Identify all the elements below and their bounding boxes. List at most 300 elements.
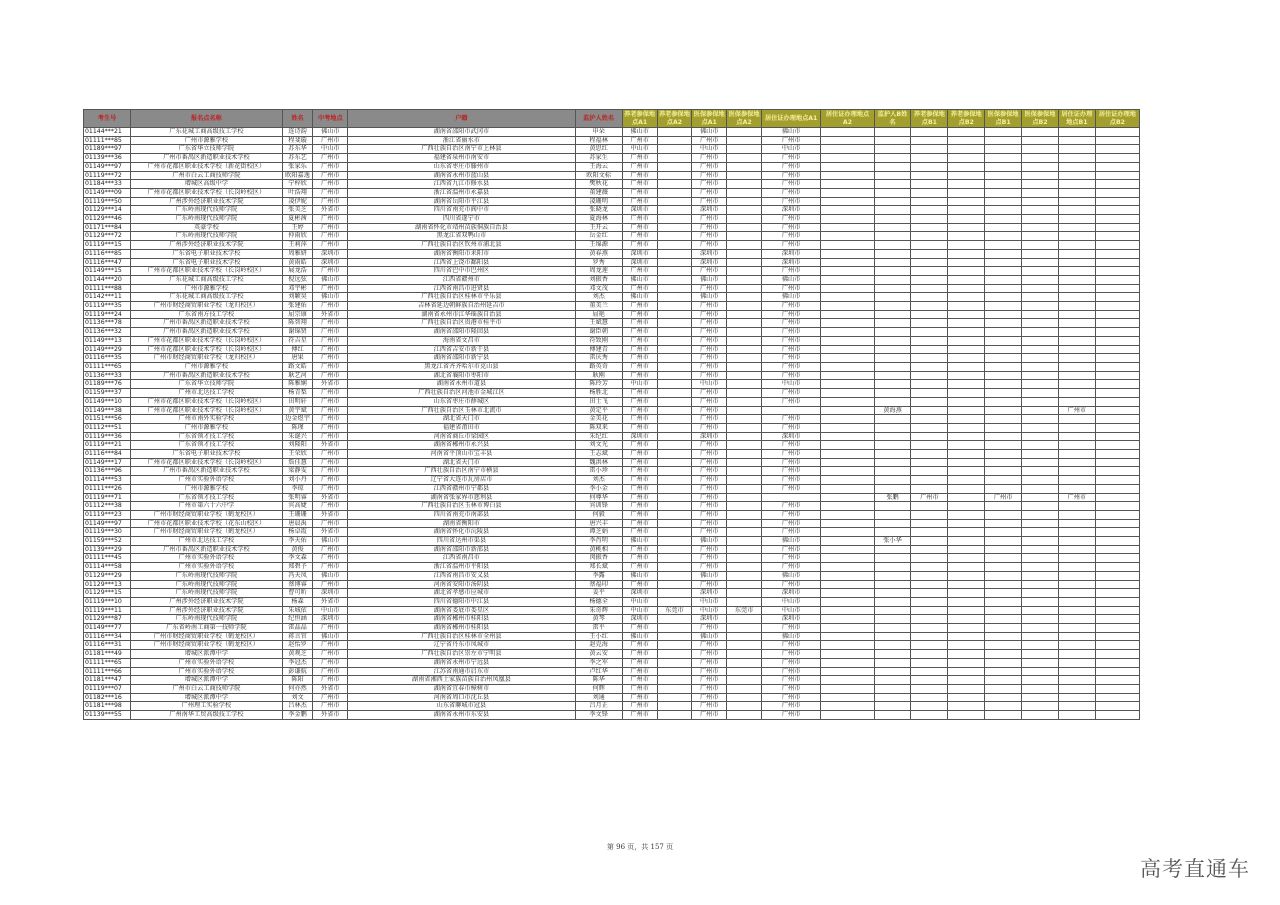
cell-name: 李文森 [282, 554, 313, 563]
cell-medical-a1: 深圳市 [692, 206, 727, 215]
cell-residence-a2 [821, 476, 874, 485]
cell-exam-place: 外省市 [313, 597, 348, 606]
table-body [84, 128, 1140, 720]
table-header-row [84, 110, 1140, 128]
cell-exam-no: 01136***96 [84, 467, 131, 476]
cell-medical-a1: 广州市 [692, 667, 727, 676]
cell-pension-b2 [948, 476, 985, 485]
cell-pension-b2 [948, 676, 985, 685]
cell-exam-no: 01111***88 [84, 284, 131, 293]
cell-medical-a1: 广州市 [692, 241, 727, 250]
cell-pension-a1: 广州市 [622, 328, 657, 337]
cell-residence-a1: 中山市 [761, 380, 820, 389]
cell-pension-b1 [911, 406, 948, 415]
cell-guardian-b: 张小华 [874, 537, 911, 546]
cell-pension-b1 [911, 328, 948, 337]
cell-guardian: 岳金红 [575, 232, 622, 241]
cell-exam-no: 01119***11 [84, 606, 131, 615]
cell-pension-b1 [911, 597, 948, 606]
cell-exam-place: 广州市 [313, 458, 348, 467]
cell-medical-b2 [1022, 310, 1059, 319]
cell-exam-no: 01119***36 [84, 432, 131, 441]
cell-residence-a2 [821, 589, 874, 598]
cell-pension-b2 [948, 450, 985, 459]
cell-medical-b2 [1022, 215, 1059, 224]
cell-guardian-b [874, 702, 911, 711]
cell-medical-b2 [1022, 362, 1059, 371]
cell-pension-b1 [911, 319, 948, 328]
table-row [84, 258, 1140, 267]
cell-name: 赵怡罗 [282, 641, 313, 650]
cell-residence-b2 [1095, 545, 1139, 554]
cell-pension-b1 [911, 711, 948, 720]
cell-guardian: 唐兴丰 [575, 519, 622, 528]
cell-medical-b2 [1022, 232, 1059, 241]
cell-exam-place: 佛山市 [313, 571, 348, 580]
cell-pension-a2 [657, 258, 692, 267]
cell-school: 广州市花都区职业技术学校（长岗岭校区） [131, 397, 283, 406]
cell-pension-a1: 广州市 [622, 685, 657, 694]
cell-pension-b2 [948, 624, 985, 633]
cell-residence-b2 [1095, 563, 1139, 572]
cell-pension-a1: 中山市 [622, 597, 657, 606]
cell-pension-b1 [911, 693, 948, 702]
cell-residence-b1 [1058, 571, 1095, 580]
cell-medical-a2 [727, 528, 762, 537]
cell-school: 广东省华立技师学院 [131, 145, 283, 154]
cell-school: 增城区派潭中学 [131, 676, 283, 685]
cell-residence-a1: 广州市 [761, 441, 820, 450]
table-row [84, 397, 1140, 406]
cell-hukou: 广西壮族自治区玉林市北流市 [348, 406, 575, 415]
cell-guardian-b [874, 389, 911, 398]
cell-guardian: 何尊华 [575, 493, 622, 502]
cell-medical-b1 [985, 389, 1022, 398]
cell-name: 纪恒涵 [282, 615, 313, 624]
cell-medical-b1 [985, 423, 1022, 432]
cell-pension-b2 [948, 510, 985, 519]
cell-pension-a1: 中山市 [622, 145, 657, 154]
cell-pension-b1 [911, 302, 948, 311]
cell-medical-a2 [727, 215, 762, 224]
cell-exam-no: 01136***78 [84, 319, 131, 328]
table-row [84, 502, 1140, 511]
cell-hukou: 黑龙江省双鸭山市 [348, 232, 575, 241]
cell-name: 宁梓欣 [282, 180, 313, 189]
cell-residence-b2 [1095, 197, 1139, 206]
cell-residence-a1: 广州市 [761, 641, 820, 650]
cell-residence-b2 [1095, 510, 1139, 519]
cell-pension-b1 [911, 162, 948, 171]
cell-hukou: 湖北省孝感市应城市 [348, 589, 575, 598]
cell-residence-b1: 广州市 [1058, 406, 1095, 415]
cell-school: 广东省电子职业技术学校 [131, 258, 283, 267]
cell-guardian: 黄春燕 [575, 249, 622, 258]
header-residence-a1: 居住证办理地点A1 [761, 110, 820, 128]
cell-school: 广州市花都区职业技术学校（长岗岭校区） [131, 188, 283, 197]
cell-residence-a2 [821, 162, 874, 171]
cell-pension-a2 [657, 658, 692, 667]
table-row [84, 162, 1140, 171]
cell-hukou: 福建省莆田市 [348, 423, 575, 432]
cell-guardian-b [874, 597, 911, 606]
cell-hukou: 湖南省张家界市慈利县 [348, 493, 575, 502]
cell-exam-no: 01129***14 [84, 206, 131, 215]
cell-medical-b2 [1022, 389, 1059, 398]
cell-pension-b2 [948, 154, 985, 163]
cell-medical-b1 [985, 293, 1022, 302]
cell-school: 广州市白云工商技师学院 [131, 171, 283, 180]
cell-guardian: 夏海林 [575, 215, 622, 224]
cell-guardian-b [874, 458, 911, 467]
cell-hukou: 江西省南昌市 [348, 554, 575, 563]
cell-hukou: 广西壮族自治区玉林市博白县 [348, 502, 575, 511]
cell-hukou: 湖南省永州市蓝山县 [348, 171, 575, 180]
cell-pension-a2 [657, 615, 692, 624]
cell-medical-b2 [1022, 275, 1059, 284]
cell-residence-b2 [1095, 432, 1139, 441]
cell-pension-a1: 广州市 [622, 154, 657, 163]
cell-pension-b2 [948, 223, 985, 232]
header-guardian: 监护人姓名 [575, 110, 622, 128]
cell-medical-a2 [727, 162, 762, 171]
cell-pension-a1: 广州市 [622, 667, 657, 676]
cell-medical-a1: 广州市 [692, 171, 727, 180]
cell-pension-a2 [657, 589, 692, 598]
cell-name: 黄观芝 [282, 650, 313, 659]
cell-exam-place: 广州市 [313, 241, 348, 250]
cell-residence-b1 [1058, 589, 1095, 598]
cell-residence-b1 [1058, 267, 1095, 276]
cell-medical-a1: 广州市 [692, 545, 727, 554]
cell-name: 叶浩翔 [282, 188, 313, 197]
cell-exam-place: 广州市 [313, 432, 348, 441]
cell-name: 耿艺河 [282, 371, 313, 380]
cell-hukou: 黑龙江省齐齐哈尔市克山县 [348, 362, 575, 371]
table-row [84, 275, 1140, 284]
cell-guardian: 耿刚 [575, 371, 622, 380]
cell-pension-b2 [948, 702, 985, 711]
cell-hukou: 广西壮族自治区贵港市桂平市 [348, 319, 575, 328]
cell-residence-b1 [1058, 302, 1095, 311]
cell-medical-b1 [985, 484, 1022, 493]
cell-hukou: 湖南省永州市江华瑶族自治县 [348, 310, 575, 319]
cell-name: 傅红 [282, 345, 313, 354]
cell-medical-b1 [985, 406, 1022, 415]
cell-exam-no: 01149***09 [84, 188, 131, 197]
cell-medical-b2 [1022, 537, 1059, 546]
cell-medical-b2 [1022, 563, 1059, 572]
header-medical-a2: 医保参保地点A2 [728, 110, 760, 126]
cell-medical-b1 [985, 162, 1022, 171]
cell-pension-b2 [948, 232, 985, 241]
cell-pension-a2 [657, 510, 692, 519]
cell-exam-no: 01129***72 [84, 232, 131, 241]
cell-residence-a2 [821, 128, 874, 137]
cell-pension-a2 [657, 319, 692, 328]
cell-medical-a1: 广州市 [692, 345, 727, 354]
table-row [84, 458, 1140, 467]
cell-residence-a2 [821, 180, 874, 189]
cell-pension-a2 [657, 154, 692, 163]
cell-pension-a2 [657, 345, 692, 354]
cell-medical-a1: 广州市 [692, 580, 727, 589]
cell-pension-a2 [657, 206, 692, 215]
table-row [84, 215, 1140, 224]
cell-residence-a1: 广州市 [761, 154, 820, 163]
cell-residence-a2 [821, 241, 874, 250]
cell-pension-a1: 佛山市 [622, 293, 657, 302]
cell-hukou: 山东省枣庄市薛城区 [348, 397, 575, 406]
cell-pension-a2 [657, 432, 692, 441]
cell-guardian: 王绵源 [575, 241, 622, 250]
cell-pension-a1: 广州市 [622, 458, 657, 467]
header-residence-a2: 居住证办理地点A2 [821, 110, 874, 128]
cell-residence-b2 [1095, 658, 1139, 667]
cell-hukou: 江西省九江市修水县 [348, 180, 575, 189]
cell-exam-no: 01116***85 [84, 249, 131, 258]
cell-medical-a1: 广州市 [692, 302, 727, 311]
cell-pension-b2 [948, 693, 985, 702]
cell-pension-b1 [911, 249, 948, 258]
cell-residence-b2 [1095, 371, 1139, 380]
cell-medical-a2 [727, 502, 762, 511]
cell-guardian: 卢红华 [575, 667, 622, 676]
cell-medical-b2 [1022, 476, 1059, 485]
cell-name: 谢锦贤 [282, 328, 313, 337]
cell-guardian-b [874, 267, 911, 276]
cell-medical-a2 [727, 667, 762, 676]
cell-residence-b1 [1058, 676, 1095, 685]
cell-medical-b1 [985, 519, 1022, 528]
cell-hukou: 江苏省南通市启东市 [348, 667, 575, 676]
cell-medical-b2 [1022, 267, 1059, 276]
cell-guardian: 金美花 [575, 415, 622, 424]
cell-name: 边金煜宇 [282, 415, 313, 424]
cell-pension-b1: 广州市 [911, 493, 948, 502]
cell-pension-a2 [657, 519, 692, 528]
cell-hukou: 湖南省永州市道县 [348, 380, 575, 389]
cell-residence-b1 [1058, 650, 1095, 659]
cell-guardian: 黄云安 [575, 650, 622, 659]
cell-medical-b2 [1022, 406, 1059, 415]
cell-exam-no: 01184***33 [84, 180, 131, 189]
cell-exam-no: 01119***24 [84, 310, 131, 319]
cell-medical-b1 [985, 241, 1022, 250]
cell-residence-a2 [821, 502, 874, 511]
cell-guardian-b [874, 467, 911, 476]
cell-guardian-b [874, 615, 911, 624]
cell-residence-b2 [1095, 702, 1139, 711]
cell-pension-b1 [911, 624, 948, 633]
cell-medical-b2 [1022, 223, 1059, 232]
cell-school: 广州涉外经济职业技术学院 [131, 241, 283, 250]
cell-residence-a1: 广州市 [761, 545, 820, 554]
cell-guardian-b [874, 441, 911, 450]
cell-medical-b1 [985, 215, 1022, 224]
cell-guardian: 王小红 [575, 632, 622, 641]
cell-school: 广东省领才技工学校 [131, 432, 283, 441]
cell-school: 广州市实验外语学校 [131, 476, 283, 485]
cell-residence-a2 [821, 624, 874, 633]
cell-medical-a2 [727, 406, 762, 415]
cell-school: 广州市花都区职业技术学校（长岗岭校区） [131, 458, 283, 467]
cell-name: 陈瑾 [282, 423, 313, 432]
cell-medical-b1 [985, 171, 1022, 180]
header-medical-b1: 医保参保地点B1 [985, 110, 1022, 128]
cell-pension-b2 [948, 389, 985, 398]
cell-hukou: 江西省赣州市 [348, 275, 575, 284]
cell-name: 何亦然 [282, 685, 313, 694]
cell-medical-a2 [727, 432, 762, 441]
cell-school: 广州市财经商贸职业学校（龙归校区） [131, 302, 283, 311]
cell-medical-b2 [1022, 293, 1059, 302]
cell-medical-b1 [985, 450, 1022, 459]
cell-guardian: 樊秋花 [575, 180, 622, 189]
cell-exam-no: 01116***35 [84, 354, 131, 363]
cell-residence-b1 [1058, 615, 1095, 624]
cell-exam-place: 广州市 [313, 232, 348, 241]
cell-hukou: 湖北省天门市 [348, 458, 575, 467]
cell-medical-a2 [727, 580, 762, 589]
cell-exam-place: 广州市 [313, 389, 348, 398]
cell-hukou: 辽宁省大连市瓦房店市 [348, 476, 575, 485]
cell-name: 田明轩 [282, 397, 313, 406]
cell-residence-a2 [821, 354, 874, 363]
cell-guardian-b [874, 258, 911, 267]
cell-residence-b1 [1058, 293, 1095, 302]
cell-exam-place: 外省市 [313, 685, 348, 694]
cell-residence-b1 [1058, 362, 1095, 371]
cell-guardian-b [874, 310, 911, 319]
page-footer: 第 96 页，共 157 页 [606, 843, 674, 851]
cell-medical-b1 [985, 606, 1022, 615]
cell-pension-a1: 佛山市 [622, 571, 657, 580]
table-row [84, 362, 1140, 371]
cell-hukou: 广西壮族自治区南宁市上林县 [348, 145, 575, 154]
cell-guardian: 蔡福印 [575, 580, 622, 589]
cell-name: 符吉星 [282, 336, 313, 345]
cell-residence-a1: 广州市 [761, 241, 820, 250]
cell-exam-no: 01129***29 [84, 571, 131, 580]
table-row [84, 632, 1140, 641]
cell-name: 雷晶晶 [282, 624, 313, 633]
cell-residence-b2 [1095, 502, 1139, 511]
cell-medical-b1 [985, 632, 1022, 641]
cell-pension-b2 [948, 397, 985, 406]
cell-medical-b1 [985, 476, 1022, 485]
cell-pension-b1 [911, 258, 948, 267]
cell-residence-b2 [1095, 362, 1139, 371]
cell-medical-b1 [985, 154, 1022, 163]
cell-school: 广州市花都区职业技术学校（花东山校区） [131, 519, 283, 528]
cell-residence-a1: 佛山市 [761, 571, 820, 580]
cell-pension-b1 [911, 554, 948, 563]
cell-exam-place: 广州市 [313, 284, 348, 293]
cell-guardian-b [874, 145, 911, 154]
cell-residence-a1: 广州市 [761, 302, 820, 311]
cell-residence-a2 [821, 685, 874, 694]
cell-guardian-b [874, 484, 911, 493]
cell-pension-a1: 广州市 [622, 354, 657, 363]
cell-residence-a2 [821, 415, 874, 424]
cell-pension-a2 [657, 554, 692, 563]
cell-pension-b1 [911, 389, 948, 398]
cell-medical-b1 [985, 432, 1022, 441]
cell-exam-place: 广州市 [313, 641, 348, 650]
cell-residence-b1 [1058, 223, 1095, 232]
cell-school: 广州市财经商贸职业学校（鹤龙校区） [131, 528, 283, 537]
cell-school: 广州市财经商贸职业学校（鹤龙校区） [131, 641, 283, 650]
header-exam-place: 中考地点 [313, 110, 348, 128]
cell-hukou: 河南省周口市沈丘县 [348, 693, 575, 702]
cell-name: 苏东艺 [282, 154, 313, 163]
cell-hukou: 湖南省邵阳市隆回县 [348, 328, 575, 337]
cell-exam-place: 广州市 [313, 336, 348, 345]
cell-residence-a1: 广州市 [761, 354, 820, 363]
cell-residence-b2 [1095, 650, 1139, 659]
cell-residence-a1: 佛山市 [761, 632, 820, 641]
cell-guardian: 刘通 [575, 693, 622, 702]
cell-residence-a1: 中山市 [761, 145, 820, 154]
cell-guardian-b [874, 215, 911, 224]
cell-hukou: 海南省文昌市 [348, 336, 575, 345]
cell-guardian: 黄琴 [575, 615, 622, 624]
cell-school: 广州市源雅学校 [131, 423, 283, 432]
cell-medical-a1: 广州市 [692, 554, 727, 563]
table-row [84, 624, 1140, 633]
cell-exam-place: 外省市 [313, 380, 348, 389]
table-row [84, 641, 1140, 650]
cell-medical-a2 [727, 345, 762, 354]
cell-school: 广东省南方技工学校 [131, 310, 283, 319]
cell-residence-b2 [1095, 676, 1139, 685]
cell-guardian: 张晓龙 [575, 206, 622, 215]
cell-exam-no: 01119***07 [84, 685, 131, 694]
cell-guardian-b [874, 302, 911, 311]
cell-school: 广东岭南现代技师学院 [131, 589, 283, 598]
cell-residence-a2 [821, 293, 874, 302]
cell-pension-a1: 深圳市 [622, 258, 657, 267]
table-row [84, 136, 1140, 145]
cell-exam-place: 广州市 [313, 267, 348, 276]
cell-exam-no: 01149***97 [84, 519, 131, 528]
cell-pension-b1 [911, 241, 948, 250]
cell-residence-a2 [821, 615, 874, 624]
cell-pension-b2 [948, 188, 985, 197]
cell-medical-a2 [727, 423, 762, 432]
cell-pension-b2 [948, 136, 985, 145]
cell-medical-a2 [727, 658, 762, 667]
table-row [84, 685, 1140, 694]
cell-medical-a2 [727, 258, 762, 267]
cell-medical-a2 [727, 249, 762, 258]
table-row [84, 467, 1140, 476]
cell-pension-a2 [657, 188, 692, 197]
cell-residence-a1: 深圳市 [761, 432, 820, 441]
cell-pension-b1 [911, 685, 948, 694]
cell-medical-a2 [727, 632, 762, 641]
cell-medical-b1 [985, 537, 1022, 546]
table-row [84, 441, 1140, 450]
cell-exam-place: 中山市 [313, 145, 348, 154]
cell-residence-b1 [1058, 580, 1095, 589]
cell-medical-a2 [727, 223, 762, 232]
cell-residence-b2 [1095, 136, 1139, 145]
cell-pension-b1 [911, 215, 948, 224]
cell-name: 吕林杰 [282, 702, 313, 711]
cell-pension-a2 [657, 571, 692, 580]
